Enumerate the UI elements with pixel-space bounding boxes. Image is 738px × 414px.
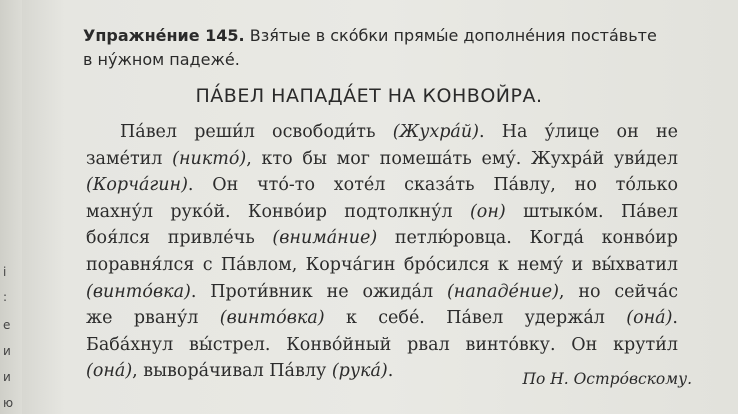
margin-fragment: и: [3, 370, 11, 384]
bracketed-word: (внима́ние): [272, 228, 378, 249]
bracketed-word: (никто́): [172, 148, 247, 169]
bracketed-word: (она́): [626, 308, 673, 329]
bracketed-word: (винто́вка): [219, 308, 325, 329]
text-line: [86, 119, 678, 146]
bracketed-word: (нападе́ние): [446, 281, 559, 302]
author-attribution: По Н. Остро́вскому.: [522, 370, 692, 388]
exercise-instruction: Взя́тые в ско́бки прямы́е дополне́ния поста́вьте: [249, 26, 657, 45]
bracketed-word: (винто́вка): [86, 281, 191, 302]
exercise-instruction-continued: в ну́жном падеже́.: [83, 50, 240, 69]
text-segment: . Он что́-то хоте́л сказа́ть Па́влу, но то́лько: [187, 175, 678, 196]
text-title: ПА́ВЕЛ НАПАДА́ЕТ НА КОНВОЙРА.: [195, 85, 543, 107]
exercise-header: [83, 24, 703, 72]
text-line: [86, 279, 678, 306]
margin-fragment: е: [3, 318, 11, 332]
text-segment: махну́л руко́й. Конво́ир подтолкну́л: [86, 201, 470, 222]
bracketed-word: (Жухра́й): [392, 122, 479, 142]
text-segment: , кто бы мог помеша́ть ему́. Жухра́й уви́дел: [246, 148, 678, 169]
text-segment: штыко́м. Па́вел: [505, 201, 678, 222]
bracketed-word: (она́): [86, 361, 133, 382]
text-line: [86, 332, 678, 359]
text-segment: петлю́ровца. Когда́ конво́ир: [377, 228, 678, 249]
text-segment: , но сейча́с: [558, 281, 679, 302]
text-line: [86, 305, 678, 332]
text-segment: же рвану́л: [86, 308, 220, 329]
text-line: [86, 146, 678, 173]
margin-fragment: и: [3, 344, 11, 358]
text-line: [86, 252, 678, 279]
text-segment: поравня́лся с Па́влом, Корча́гин бро́сился к нему́ и вы́хватил: [86, 254, 678, 275]
bracketed-word: (рука́): [331, 361, 388, 382]
text-segment: . Проти́вник не ожида́л: [190, 281, 447, 302]
bracketed-word: (Корча́гин): [86, 175, 188, 196]
text-segment: к себе́. Па́вел удержа́л: [324, 308, 627, 329]
text-segment: Баба́хнул вы́стрел. Конво́йный рвал винто́вку. Он крути́л: [86, 334, 678, 355]
exercise-text: [86, 119, 678, 385]
left-page-margin: [0, 0, 22, 414]
text-line: [86, 225, 678, 252]
text-segment: , вывора́чивал Па́влу: [132, 361, 332, 382]
text-segment: .: [672, 308, 678, 329]
text-segment: . На у́лице он не: [478, 122, 678, 142]
exercise-label: Упражне́ние 145.: [83, 26, 245, 45]
margin-fragment: :: [3, 290, 8, 304]
text-line: [86, 199, 678, 226]
margin-fragment: і: [3, 265, 7, 279]
margin-fragment: ю: [3, 396, 14, 410]
text-line: [86, 172, 678, 199]
text-segment: .: [387, 361, 394, 382]
text-segment: заме́тил: [86, 148, 173, 169]
text-segment: боя́лся привле́чь: [86, 228, 273, 249]
bracketed-word: (он): [469, 201, 506, 222]
text-segment: Па́вел реши́л освободи́ть: [120, 122, 393, 142]
